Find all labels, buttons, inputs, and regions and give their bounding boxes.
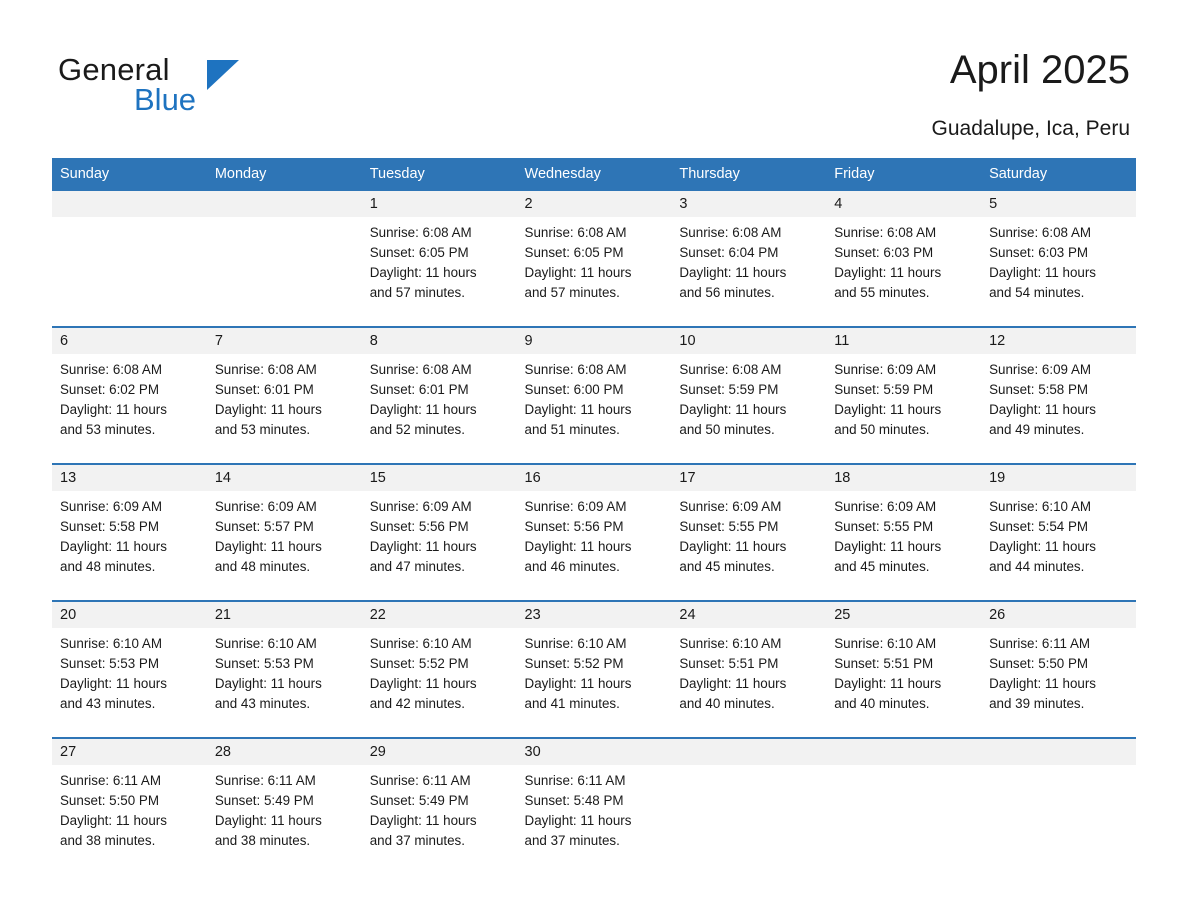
- day-number-placeholder: [826, 739, 981, 765]
- day-info-line: Sunset: 6:04 PM: [679, 245, 779, 260]
- calendar-day-cell[interactable]: [207, 601, 362, 738]
- day-info-line: Daylight: 11 hours: [60, 539, 167, 554]
- day-info-line: Sunrise: 6:09 AM: [989, 362, 1092, 377]
- day-info: [207, 491, 362, 577]
- day-info-line: Sunset: 6:05 PM: [524, 245, 624, 260]
- calendar-day-cell[interactable]: [517, 327, 672, 464]
- day-number: 8: [362, 328, 517, 354]
- calendar-header-row: [52, 158, 1136, 191]
- day-info-line: Sunset: 5:55 PM: [834, 519, 934, 534]
- day-info-line: Daylight: 11 hours: [524, 539, 632, 554]
- day-info-line: Sunrise: 6:08 AM: [679, 362, 782, 377]
- calendar-day-cell[interactable]: [362, 601, 517, 738]
- calendar-day-cell[interactable]: [826, 601, 981, 738]
- day-info-line: Sunset: 5:59 PM: [834, 382, 934, 397]
- day-info-line: Daylight: 11 hours: [60, 813, 167, 828]
- day-info: [52, 765, 207, 851]
- day-info-line: Sunset: 5:55 PM: [679, 519, 779, 534]
- day-info-line: Sunrise: 6:11 AM: [60, 773, 161, 788]
- calendar-week-row: [52, 738, 1136, 874]
- day-info-line: Daylight: 11 hours: [60, 402, 167, 417]
- weekday-header-saturday: Saturday: [981, 158, 1136, 191]
- calendar-day-cell[interactable]: [671, 464, 826, 601]
- day-number: 28: [207, 739, 362, 765]
- day-info-line: and 38 minutes.: [214, 833, 311, 848]
- day-number: 7: [207, 328, 362, 354]
- day-info-line: Sunset: 5:56 PM: [369, 519, 469, 534]
- day-info: [362, 217, 517, 303]
- day-info-line: and 44 minutes.: [989, 559, 1085, 574]
- day-info-line: Sunset: 5:49 PM: [214, 793, 314, 808]
- day-info-line: Sunset: 5:59 PM: [679, 382, 779, 397]
- day-number: 23: [517, 602, 672, 628]
- day-info-line: Sunset: 5:51 PM: [679, 656, 779, 671]
- day-info: [517, 628, 672, 714]
- calendar-day-cell[interactable]: [981, 464, 1136, 601]
- page-title: April 2025: [949, 48, 1130, 92]
- day-info-line: Sunrise: 6:09 AM: [679, 499, 782, 514]
- day-info-line: Daylight: 11 hours: [679, 539, 787, 554]
- day-number: 15: [362, 465, 517, 491]
- day-info-line: and 51 minutes.: [524, 422, 620, 437]
- day-number-placeholder: [671, 739, 826, 765]
- day-info-line: and 57 minutes.: [369, 285, 465, 300]
- calendar-empty-cell: [671, 738, 826, 874]
- calendar-day-cell[interactable]: [826, 191, 981, 327]
- day-info-line: Sunrise: 6:08 AM: [524, 362, 627, 377]
- day-info-line: Sunrise: 6:09 AM: [834, 362, 937, 377]
- day-info: [207, 765, 362, 851]
- day-info: [207, 354, 362, 440]
- calendar-week-row: [52, 327, 1136, 464]
- day-info-line: Daylight: 11 hours: [679, 265, 787, 280]
- calendar-day-cell[interactable]: [362, 738, 517, 874]
- day-info-line: and 45 minutes.: [679, 559, 775, 574]
- day-info-line: Sunrise: 6:09 AM: [214, 499, 317, 514]
- day-info-line: Sunrise: 6:10 AM: [679, 636, 782, 651]
- day-info-line: Daylight: 11 hours: [214, 539, 322, 554]
- day-number: 22: [362, 602, 517, 628]
- day-info: [671, 354, 826, 440]
- day-info-line: Sunset: 5:53 PM: [214, 656, 314, 671]
- day-number: 9: [517, 328, 672, 354]
- day-info-line: Sunrise: 6:11 AM: [524, 773, 626, 788]
- calendar-day-cell[interactable]: [362, 327, 517, 464]
- calendar-day-cell[interactable]: [981, 191, 1136, 327]
- day-info: [362, 354, 517, 440]
- day-info-line: and 43 minutes.: [60, 696, 156, 711]
- day-info-line: and 53 minutes.: [214, 422, 311, 437]
- day-info: [207, 628, 362, 714]
- day-info-line: Sunset: 5:56 PM: [524, 519, 624, 534]
- day-info-line: and 42 minutes.: [369, 696, 465, 711]
- day-info-line: Daylight: 11 hours: [679, 676, 787, 691]
- day-info-line: Sunset: 5:58 PM: [60, 519, 159, 534]
- day-number: 29: [362, 739, 517, 765]
- day-number: 2: [517, 191, 672, 217]
- calendar-day-cell[interactable]: [362, 464, 517, 601]
- day-number: 1: [362, 191, 517, 217]
- day-info: [671, 491, 826, 577]
- day-info-line: Sunset: 6:03 PM: [834, 245, 934, 260]
- day-info-line: and 37 minutes.: [369, 833, 465, 848]
- day-info-line: Sunrise: 6:09 AM: [524, 499, 627, 514]
- logo[interactable]: [58, 52, 258, 120]
- day-info-line: Sunrise: 6:10 AM: [214, 636, 317, 651]
- day-number: 6: [52, 328, 207, 354]
- calendar-day-cell[interactable]: [207, 738, 362, 874]
- day-info: [981, 628, 1136, 714]
- day-info: [362, 628, 517, 714]
- day-info-line: Sunset: 5:52 PM: [524, 656, 624, 671]
- day-number: 17: [671, 465, 826, 491]
- day-info-line: Sunset: 5:57 PM: [214, 519, 314, 534]
- calendar-day-cell[interactable]: [671, 191, 826, 327]
- weekday-header-sunday: Sunday: [52, 158, 207, 191]
- calendar-day-cell[interactable]: [207, 464, 362, 601]
- day-number: 27: [52, 739, 207, 765]
- day-info: [517, 765, 672, 851]
- day-info-line: and 43 minutes.: [214, 696, 311, 711]
- day-number: 19: [981, 465, 1136, 491]
- day-info-line: Daylight: 11 hours: [524, 265, 632, 280]
- day-info-line: and 40 minutes.: [834, 696, 930, 711]
- day-number: 10: [671, 328, 826, 354]
- day-info-line: Sunrise: 6:08 AM: [60, 362, 162, 377]
- day-info-line: and 54 minutes.: [989, 285, 1085, 300]
- day-info-line: Sunset: 5:54 PM: [989, 519, 1089, 534]
- day-info: [826, 491, 981, 577]
- weekday-header-friday: Friday: [826, 158, 981, 191]
- day-number: 20: [52, 602, 207, 628]
- day-info-line: Sunrise: 6:08 AM: [369, 225, 472, 240]
- weekday-header-tuesday: Tuesday: [362, 158, 517, 191]
- calendar-empty-cell: [981, 738, 1136, 874]
- day-info-line: Daylight: 11 hours: [989, 265, 1096, 280]
- day-info-line: and 50 minutes.: [679, 422, 775, 437]
- day-number: 21: [207, 602, 362, 628]
- weekday-header-thursday: Thursday: [671, 158, 826, 191]
- day-info-line: Sunset: 5:51 PM: [834, 656, 934, 671]
- day-info-line: and 47 minutes.: [369, 559, 465, 574]
- day-info: [517, 217, 672, 303]
- day-info-line: Sunset: 6:05 PM: [369, 245, 469, 260]
- day-info-line: Sunset: 6:03 PM: [989, 245, 1089, 260]
- day-info-line: Sunrise: 6:10 AM: [834, 636, 937, 651]
- day-info-line: Daylight: 11 hours: [834, 539, 942, 554]
- calendar-day-cell[interactable]: [981, 327, 1136, 464]
- day-number: 24: [671, 602, 826, 628]
- day-info-line: Sunset: 5:58 PM: [989, 382, 1089, 397]
- day-info-line: Daylight: 11 hours: [214, 402, 322, 417]
- day-info-line: Daylight: 11 hours: [214, 676, 322, 691]
- calendar-day-cell[interactable]: [517, 191, 672, 327]
- day-info-line: Sunrise: 6:10 AM: [989, 499, 1092, 514]
- day-info-line: Sunrise: 6:08 AM: [834, 225, 937, 240]
- day-info-line: Sunset: 6:02 PM: [60, 382, 159, 397]
- day-info-line: and 56 minutes.: [679, 285, 775, 300]
- day-number-placeholder: [52, 191, 207, 217]
- page-header: [0, 0, 1188, 150]
- day-info-line: Daylight: 11 hours: [834, 265, 942, 280]
- calendar-day-cell[interactable]: [671, 327, 826, 464]
- page-subtitle-location: Guadalupe, Ica, Peru: [931, 117, 1130, 140]
- day-info-line: Sunset: 6:01 PM: [214, 382, 314, 397]
- day-info-line: Daylight: 11 hours: [369, 539, 477, 554]
- day-info-line: Daylight: 11 hours: [60, 676, 167, 691]
- day-info: [362, 491, 517, 577]
- day-info-line: Daylight: 11 hours: [369, 813, 477, 828]
- day-info: [981, 491, 1136, 577]
- day-number: 30: [517, 739, 672, 765]
- day-info: [826, 217, 981, 303]
- day-info-line: Sunrise: 6:10 AM: [369, 636, 472, 651]
- calendar-week-row: [52, 464, 1136, 601]
- day-number: 12: [981, 328, 1136, 354]
- calendar-day-cell[interactable]: [671, 601, 826, 738]
- calendar-week-row: [52, 601, 1136, 738]
- day-info-line: Sunrise: 6:09 AM: [60, 499, 162, 514]
- day-info-line: Sunrise: 6:08 AM: [679, 225, 782, 240]
- calendar-day-cell[interactable]: [52, 327, 207, 464]
- day-info: [981, 354, 1136, 440]
- calendar-empty-cell: [207, 191, 362, 327]
- day-info-line: and 46 minutes.: [524, 559, 620, 574]
- day-info: [52, 628, 207, 714]
- day-info-line: Daylight: 11 hours: [524, 402, 632, 417]
- calendar-day-cell[interactable]: [207, 327, 362, 464]
- day-info-line: and 53 minutes.: [60, 422, 156, 437]
- day-info-line: Sunset: 5:49 PM: [369, 793, 469, 808]
- day-info-line: Daylight: 11 hours: [834, 402, 942, 417]
- calendar-day-cell[interactable]: [52, 738, 207, 874]
- day-number: 5: [981, 191, 1136, 217]
- day-info-line: Sunrise: 6:11 AM: [989, 636, 1091, 651]
- calendar-day-cell[interactable]: [362, 191, 517, 327]
- day-info-line: Sunset: 5:50 PM: [60, 793, 159, 808]
- day-info-line: and 50 minutes.: [834, 422, 930, 437]
- weekday-header-monday: Monday: [207, 158, 362, 191]
- day-info-line: Sunrise: 6:08 AM: [214, 362, 317, 377]
- day-info-line: Sunset: 5:50 PM: [989, 656, 1089, 671]
- day-info-line: and 48 minutes.: [60, 559, 156, 574]
- day-number-placeholder: [207, 191, 362, 217]
- day-info-line: Sunrise: 6:09 AM: [834, 499, 937, 514]
- day-info-line: Daylight: 11 hours: [369, 402, 477, 417]
- day-info-line: Sunset: 6:01 PM: [369, 382, 469, 397]
- day-info-line: Sunrise: 6:09 AM: [369, 499, 472, 514]
- day-info-line: Daylight: 11 hours: [369, 265, 477, 280]
- day-info-line: Sunrise: 6:10 AM: [60, 636, 162, 651]
- calendar-day-cell[interactable]: [826, 327, 981, 464]
- calendar-day-cell[interactable]: [981, 601, 1136, 738]
- day-info: [671, 217, 826, 303]
- calendar-day-cell[interactable]: [52, 464, 207, 601]
- day-info-line: Sunset: 5:53 PM: [60, 656, 159, 671]
- day-info: [52, 491, 207, 577]
- day-number: 3: [671, 191, 826, 217]
- day-info-line: and 52 minutes.: [369, 422, 465, 437]
- day-info-line: and 37 minutes.: [524, 833, 620, 848]
- day-info-line: Sunrise: 6:11 AM: [214, 773, 316, 788]
- calendar-week-row: [52, 191, 1136, 327]
- day-info-line: Daylight: 11 hours: [834, 676, 942, 691]
- day-info-line: and 57 minutes.: [524, 285, 620, 300]
- day-info-line: Daylight: 11 hours: [989, 539, 1096, 554]
- day-number: 13: [52, 465, 207, 491]
- day-info-line: Daylight: 11 hours: [214, 813, 322, 828]
- day-info: [671, 628, 826, 714]
- day-number: 16: [517, 465, 672, 491]
- day-info: [517, 491, 672, 577]
- day-info-line: Sunset: 5:52 PM: [369, 656, 469, 671]
- day-number: 11: [826, 328, 981, 354]
- day-info-line: Sunrise: 6:11 AM: [369, 773, 471, 788]
- day-info-line: and 38 minutes.: [60, 833, 156, 848]
- calendar-empty-cell: [826, 738, 981, 874]
- day-info-line: Sunset: 6:00 PM: [524, 382, 624, 397]
- day-info-line: and 48 minutes.: [214, 559, 311, 574]
- day-info-line: Daylight: 11 hours: [679, 402, 787, 417]
- weekday-header-wednesday: Wednesday: [517, 158, 672, 191]
- logo-triangle-icon: [207, 60, 239, 90]
- day-number: 26: [981, 602, 1136, 628]
- day-info: [362, 765, 517, 851]
- day-info-line: and 39 minutes.: [989, 696, 1085, 711]
- logo-text-blue: Blue: [134, 82, 197, 117]
- day-info-line: Daylight: 11 hours: [369, 676, 477, 691]
- day-info-line: Daylight: 11 hours: [524, 676, 632, 691]
- day-info-line: and 55 minutes.: [834, 285, 930, 300]
- day-info-line: Sunrise: 6:10 AM: [524, 636, 627, 651]
- calendar-day-cell[interactable]: [517, 464, 672, 601]
- calendar-day-cell[interactable]: [826, 464, 981, 601]
- day-info: [826, 628, 981, 714]
- day-info-line: Sunrise: 6:08 AM: [524, 225, 627, 240]
- day-number: 14: [207, 465, 362, 491]
- day-number: 25: [826, 602, 981, 628]
- day-info-line: Daylight: 11 hours: [989, 402, 1096, 417]
- day-info: [981, 217, 1136, 303]
- day-number-placeholder: [981, 739, 1136, 765]
- day-info-line: and 45 minutes.: [834, 559, 930, 574]
- day-info-line: Sunrise: 6:08 AM: [989, 225, 1092, 240]
- day-info-line: and 40 minutes.: [679, 696, 775, 711]
- calendar-empty-cell: [52, 191, 207, 327]
- logo-text-general: General: [58, 52, 170, 87]
- day-info: [52, 354, 207, 440]
- day-info-line: and 41 minutes.: [524, 696, 620, 711]
- day-info-line: Daylight: 11 hours: [989, 676, 1096, 691]
- day-info-line: and 49 minutes.: [989, 422, 1085, 437]
- day-info: [826, 354, 981, 440]
- day-info-line: Daylight: 11 hours: [524, 813, 632, 828]
- calendar-day-cell[interactable]: [52, 601, 207, 738]
- calendar-table: [52, 158, 1136, 874]
- calendar-day-cell[interactable]: [517, 601, 672, 738]
- day-number: 4: [826, 191, 981, 217]
- day-info: [517, 354, 672, 440]
- calendar-day-cell[interactable]: [517, 738, 672, 874]
- day-number: 18: [826, 465, 981, 491]
- day-info-line: Sunset: 5:48 PM: [524, 793, 624, 808]
- day-info-line: Sunrise: 6:08 AM: [369, 362, 472, 377]
